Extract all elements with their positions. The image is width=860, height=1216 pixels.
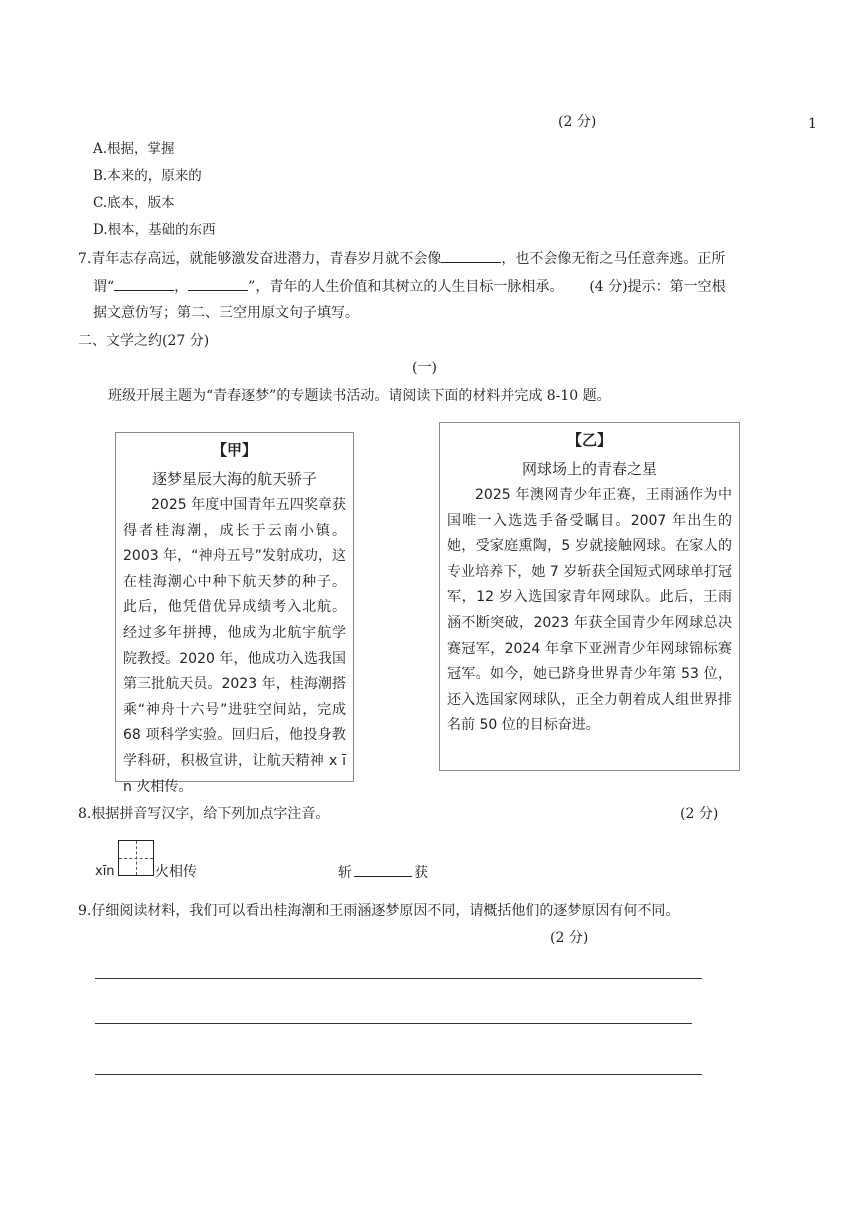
q6-option-c: C.底本，版本 <box>93 195 175 211</box>
q7-line2-text-c: ”，青年的人生价值和其树立的人生目标一脉相承。 <box>248 279 564 295</box>
q6-option-d: D.根本，基础的东西 <box>93 222 216 238</box>
material-yi-box <box>439 422 740 771</box>
page-number: 1 <box>808 116 817 132</box>
q8-question: 8.根据拼音写汉字，给下列加点字注音。 <box>78 806 330 822</box>
q8-item2 <box>338 862 428 883</box>
material-jia-label: 【甲】 <box>211 441 257 459</box>
q8-pinyin: xīn <box>95 864 115 879</box>
q7-line2 <box>93 276 726 297</box>
material-yi-label: 【乙】 <box>566 431 612 449</box>
q8-item2-char-b: 获 <box>414 865 428 881</box>
q7-line2-text-d: (4 分)提示：第一空根 <box>589 279 726 295</box>
q9-score: (2 分) <box>550 930 589 946</box>
q8-item2-char-a: 斩 <box>338 865 352 881</box>
q8-char-grid[interactable] <box>118 840 154 876</box>
section-sub: (一) <box>412 360 437 376</box>
material-jia-body: 2025 年度中国青年五四奖章获得者桂海潮，成长于云南小镇。2003 年，“神舟五号”发射成功，这在桂海潮心中种下航天梦的种子。此后，他凭借优异成绩考入北航。经过多年拼搏，他成为北航宇航学院教授。2020 年，他成功入选我国第三批航天员。2023 年，桂海潮搭乘“神舟十六号”进驻空间站，完成 68 项科学实验。回归后，他投身教学科研，积极宣讲，让航天精神 x ī n 火相传。 <box>123 497 346 795</box>
q6-option-b: B.本来的，原来的 <box>93 168 202 184</box>
q7-line3: 据文意仿写；第二、三空用原文句子填写。 <box>93 305 359 321</box>
material-yi-title: 网球场上的青春之星 <box>521 460 657 478</box>
q7-line2-text-a: 谓“ <box>93 279 115 295</box>
q9-answer-line-1[interactable] <box>95 978 702 979</box>
q9-answer-line-3[interactable] <box>95 1074 702 1075</box>
section-heading: 二、文学之约(27 分) <box>78 333 210 349</box>
q7-line1 <box>78 248 725 269</box>
q8-pinyin-blank[interactable] <box>354 862 412 877</box>
q7-blank-2[interactable] <box>114 276 174 291</box>
q9-question: 9.仔细阅读材料，我们可以看出桂海潮和王雨涵逐梦原因不同，请概括他们的逐梦原因有何不同。 <box>78 903 680 919</box>
q6-score: (2 分) <box>558 114 597 130</box>
q6-option-a: A.根据，掌握 <box>93 141 175 157</box>
q7-blank-1[interactable] <box>441 248 501 263</box>
q8-score: (2 分) <box>680 806 719 822</box>
q7-line2-text-b: ， <box>174 279 189 295</box>
section-intro: 班级开展主题为“青春逐梦”的专题读书活动。请阅读下面的材料并完成 8-10 题。 <box>108 388 611 404</box>
material-yi-body: 2025 年澳网青少年正赛，王雨涵作为中国唯一入选选手备受瞩目。2007 年出生的她，受家庭熏陶，5 岁就接触网球。在家人的专业培养下，她 7 岁斩获全国短式网球单打冠军，12 岁入选国家青年网球队。此后，王雨涵不断突破，2023 年获全国青少年网球总决赛冠军，2024 年拿下亚洲青少年网球锦标赛冠军。如今，她已跻身世界青少年第 53 位，还入选国家网球队，正全力朝着成人组世界排名前 50 位的目标奋进。 <box>447 487 732 734</box>
q8-item1-rest: 火相传 <box>155 864 197 880</box>
q9-answer-line-2[interactable] <box>95 1023 692 1024</box>
material-jia-box <box>115 432 354 795</box>
material-jia-title: 逐梦星辰大海的航天骄子 <box>151 470 317 488</box>
q7-line1-text-b: ，也不会像无衔之马任意奔逃。正所 <box>501 251 726 267</box>
q7-blank-3[interactable] <box>188 276 248 291</box>
q7-line1-text-a: 7.青年志存高远，就能够激发奋进潜力，青春岁月就不会像 <box>78 251 442 267</box>
